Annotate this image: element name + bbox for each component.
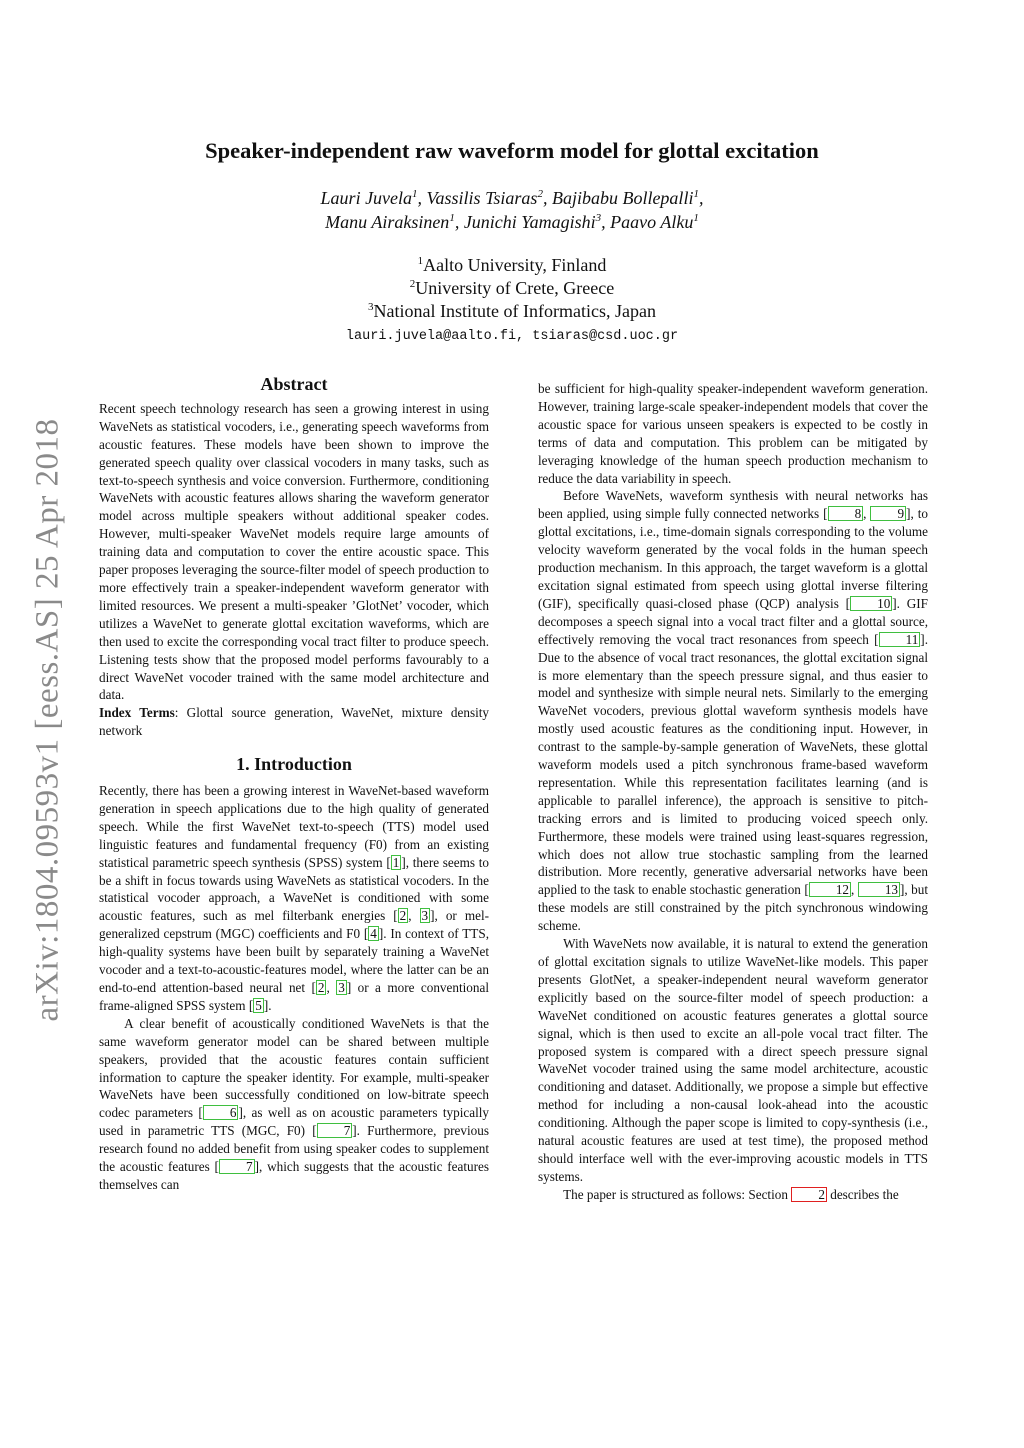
affiliation-sup: 2 <box>409 278 416 290</box>
text-run: ], which suggests that the acoustic features themselves can <box>99 1159 489 1192</box>
text-run: ]. GIF decomposes a speech signal into a vocal tract filter and a glottal source, effectively removing the vocal tract resonances from speech [ <box>538 595 928 647</box>
author-line-1: Lauri Juvela$^1$, Vassilis Tsiaras$^2$, Bajibabu Bollepalli$^1$, <box>320 188 704 208</box>
citation-link[interactable]: 6 <box>203 1105 239 1120</box>
right-column <box>538 380 928 1204</box>
citation-link[interactable]: 3 <box>338 980 345 995</box>
right-paragraph-3: With WaveNets now available, it is natural to extend the generation of glottal excitation signals to utilize WaveNet-like models. This paper presents GlotNet, a speaker-independent neural waveform generator explicitly based on the source-filter model of speech production: a WaveNet conditioned on acoustic features generates a glottal source signal, which is then used to excite an all-pole vocal tract filter. The proposed system is compared with a direct speech pressure signal WaveNet vocoder trained using the same model architecture, acoustic conditioning and dataset. Additionally, we propose a simple but effective method for including a non-causal look-ahead into the acoustic conditioning. Although the paper scope is limited to copy-synthesis (i.e., natural acoustic features are used at test time), the proposed method should interface well with the ever-improving acoustic models in TTS systems. <box>538 936 928 1184</box>
affiliation-name: Aalto University, Finland <box>423 255 607 275</box>
right-paragraph-2 <box>538 487 928 935</box>
author: Manu Airaksinen <box>325 212 450 232</box>
paper-title: Speaker-independent raw waveform model for glottal excitation <box>205 138 819 163</box>
introduction-heading: 1. Introduction <box>236 754 352 775</box>
index-terms-label: Index Terms <box>99 705 175 721</box>
author-affil-sup: 1 <box>412 188 418 200</box>
citation-link[interactable]: 11 <box>879 632 921 647</box>
text-run: A clear benefit of acoustically conditioned WaveNets is that the same waveform generator model can be shared between multiple speakers, provided that the acoustic features contain sufficient information to capture the speaker identity. For example, multi-speaker WaveNets have been successfully conditioned on low-bitrate speech codec parameters [ <box>99 1015 489 1121</box>
citation-link[interactable]: 10 <box>850 596 892 611</box>
affiliation-sup: 3 <box>368 301 374 313</box>
right-paragraph-4 <box>538 1186 928 1204</box>
citation-link[interactable]: 5 <box>255 997 262 1013</box>
citation-link[interactable]: 1 <box>392 854 400 870</box>
affiliation <box>0 254 1024 277</box>
left-column <box>99 376 489 1194</box>
text-run: ], or mel-generalized cepstrum (MGC) coefficients and F0 [ <box>99 908 489 942</box>
author-list <box>0 186 1024 234</box>
author-affil-sup: 1 <box>693 188 699 200</box>
author-affil-sup: 1 <box>449 212 455 224</box>
text-run: , <box>851 882 858 898</box>
author-affil-sup: 3 <box>595 212 602 224</box>
text-run: ]. <box>263 997 272 1013</box>
affiliation <box>0 300 1024 323</box>
affiliation-sup: 1 <box>417 255 424 267</box>
author: Junichi Yamagishi <box>463 212 596 232</box>
index-terms <box>99 704 489 740</box>
author-line-2: Manu Airaksinen$^1$, Junichi Yamagishi$^3$, Paavo Alku$^1$ <box>325 212 699 232</box>
affiliation-name: National Institute of Informatics, Japan <box>373 301 656 321</box>
email-line: lauri.juvela@aalto.fi, tsiaras@csd.uoc.gr <box>345 329 679 344</box>
text-run: The paper is structured as follows: Section <box>563 1186 792 1202</box>
affiliation-list <box>0 254 1024 323</box>
author: Bajibabu Bollepalli <box>551 188 694 208</box>
citation-link[interactable]: 12 <box>809 882 851 897</box>
text-run: ]. Due to the absence of vocal tract resonances, the glottal excitation signal is more elementary than the speech pressure signal, and thus easier to model and synthesize with simple neural nets. Similarly to the emerging WaveNet vocoders, previous glottal waveform synthesis models have mostly used acoustic features as the conditioning input. However, in contrast to the sample-by-sample generation of WaveNets, these glottal waveform models used a pitch synchronous frame-based waveform representation. While this representation facilitates learning (and is applicable to parallel inference), the approach is sensitive to pitch-tracking errors and is limited to producing voiced speech only. Furthermore, these models were trained using least-squares regression, which does not allow true stochastic sampling from the learned distribution. More recently, generative adversarial networks have been applied to the task to enable stochastic generation [ <box>538 631 928 898</box>
section-ref-link[interactable]: 2 <box>791 1187 827 1202</box>
citation-link[interactable]: 9 <box>870 506 906 521</box>
text-run: Before WaveNets, waveform synthesis with neural networks has been applied, using simple fully connected networks [ <box>538 488 928 522</box>
author: Vassilis Tsiaras <box>426 188 538 208</box>
author-affil-sup: 2 <box>537 188 543 200</box>
abstract-text: Recent speech technology research has seen a growing interest in using WaveNets as statistical vocoders, i.e., generating speech waveforms from acoustic features. These models have been shown to improve the generated speech quality over classical vocoders in many tasks, such as text-to-speech synthesis and voice conversion. Furthermore, conditioning WaveNets with acoustic features allows sharing the waveform generator model across multiple speakers without additional speaker codes. However, multi-speaker WaveNet models require large amounts of training data and computation to cover the entire acoustic space. This paper proposes leveraging the source-filter model of speech production to more effectively train a speaker-independent waveform generator with limited resources. We present a multi-speaker ’GlotNet’ vocoder, which utilizes a WaveNet to generate glottal excitation waveforms, which are then used to excite the corresponding vocal tract filter to produce speech. Listening tests show that the proposed model performs favourably to a direct WaveNet vocoder trained with the same model architecture and data. <box>99 400 489 703</box>
citation-link[interactable]: 3 <box>421 908 429 924</box>
intro-paragraph-1 <box>99 782 489 1015</box>
text-run: ], there seems to be a shift in focus towards using WaveNets as statistical vocoders. In the statistical vocoder approach, a WaveNet is conditioned with some acoustic features, such as mel filterbank energies [ <box>99 854 489 924</box>
text-run: , <box>326 980 337 995</box>
citation-link[interactable]: 4 <box>370 926 377 942</box>
citation-link[interactable]: 2 <box>317 980 325 995</box>
index-terms-text: : Glottal source generation, WaveNet, mixture density network <box>99 705 490 739</box>
citation-link[interactable]: 8 <box>828 506 864 521</box>
abstract-heading: Abstract <box>260 374 328 394</box>
text-run: ], to glottal excitations, i.e., time-domain signals corresponding to the volume velocity waveform generated by the vocal folds in the human speech production mechanism. In this approach, the target waveform is a glottal excitation signal estimated from speech using glottal inverse filtering (GIF), specifically quasi-closed phase (QCP) analysis [ <box>538 506 928 611</box>
author: Paavo Alku <box>610 212 694 232</box>
text-run: , <box>408 908 420 924</box>
affiliation-name: University of Crete, Greece <box>415 278 615 298</box>
affiliation <box>0 277 1024 300</box>
citation-link[interactable]: 2 <box>399 908 407 924</box>
author: Lauri Juvela <box>320 188 413 208</box>
citation-link[interactable]: 13 <box>858 882 900 897</box>
text-run: ]. In context of TTS, high-quality systems have been built by separately training a WaveNet vocoder and a text-to-acoustic-features model, where the latter can be an end-to-end attention-based neural net [ <box>99 926 489 995</box>
text-run: ] or a more conventional frame-aligned SPSS system [ <box>99 980 489 1013</box>
citation-link[interactable]: 7 <box>219 1159 255 1174</box>
right-paragraph-1: be sufficient for high-quality speaker-independent waveform generation. However, training large-scale speaker-independent models that cover the acoustic space for various unseen speakers is expected to be costly in terms of data and computation. This problem can be mitigated by leveraging knowledge of the human speech production mechanism to reduce the data variability in speech. <box>538 381 928 486</box>
text-run: ], but these models are still constrained by the pitch synchronous windowing scheme. <box>538 882 929 934</box>
author-affil-sup: 1 <box>693 212 699 224</box>
arxiv-stamp: arXiv:1804.09593v1 [eess.AS] 25 Apr 2018 <box>29 418 66 1022</box>
citation-link[interactable]: 7 <box>317 1123 353 1138</box>
text-run: ], as well as on acoustic parameters typically used in parametric TTS (MGC, F0) [ <box>99 1105 489 1139</box>
text-run: , <box>863 506 871 522</box>
intro-paragraph-2 <box>99 1015 489 1194</box>
text-run: ]. Furthermore, previous research found no added benefit from using speaker codes to supplement the acoustic features [ <box>99 1123 489 1175</box>
text-run: describes the <box>826 1186 899 1202</box>
text-run: Recently, there has been a growing interest in WaveNet-based waveform generation in speech applications due to the high quality of generated speech. While the first WaveNet text-to-speech (TTS) model used linguistic features and fundamental frequency (F0) from an existing statistical parametric speech synthesis (SPSS) system [ <box>99 783 489 870</box>
